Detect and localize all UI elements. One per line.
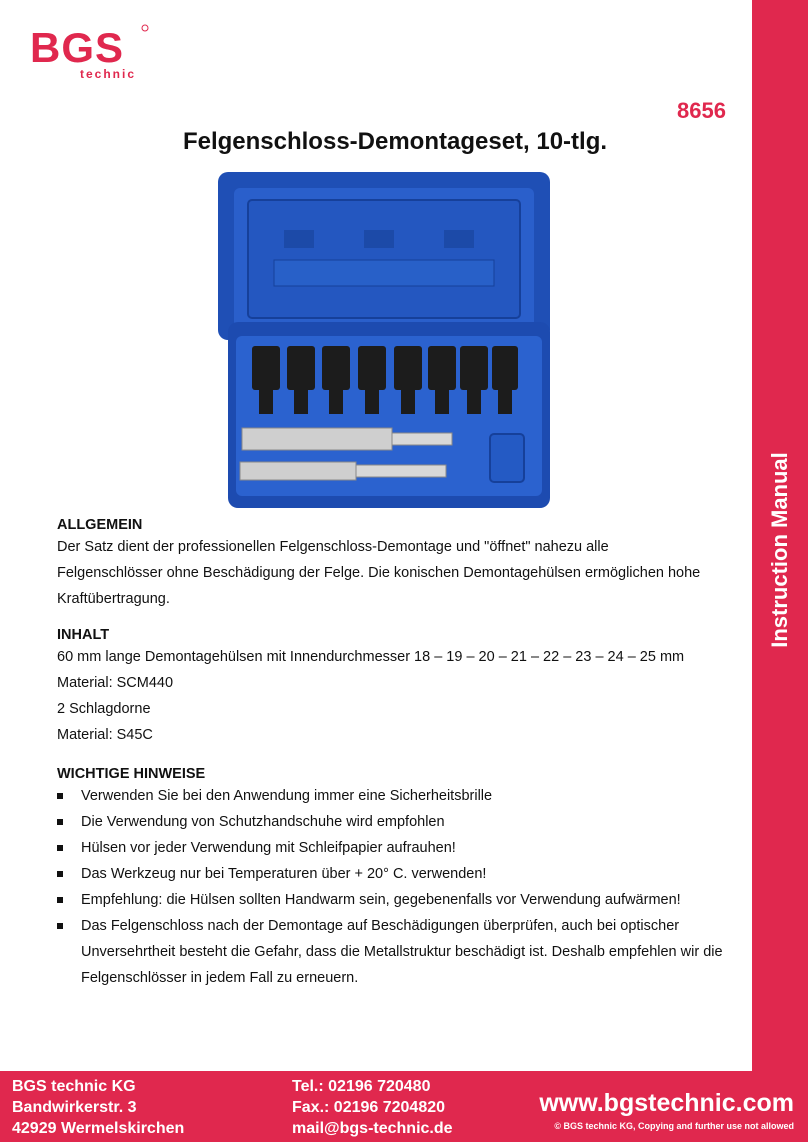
list-item-text: Das Felgenschloss nach der Demontage auf Beschädigungen überprüfen, auch bei optischer Unversehrtheit besteht die Gefahr, dass die Metallstruktur beschädigt ist. Deshalb empfehlen wir die Felgenschlösser in jedem Fall zu erneuern. (81, 918, 723, 986)
text-line: 60 mm lange Demontagehülsen mit Innendurchmesser 18 – 19 – 20 – 21 – 22 – 23 – 24 – 25 mm (57, 649, 685, 665)
list-item (57, 861, 727, 887)
bullet-icon (57, 845, 63, 851)
bullet-icon (57, 871, 63, 877)
product-photo (214, 170, 554, 510)
bullet-icon (57, 819, 63, 825)
bullet-icon (57, 923, 63, 929)
footer (0, 1071, 808, 1142)
notes-list (57, 783, 727, 991)
footer-company: BGS technic KG (12, 1078, 136, 1095)
section-heading: ALLGEMEIN (57, 517, 143, 533)
bgs-logo (28, 22, 150, 82)
list-item-text: Hülsen vor jeder Verwendung mit Schleifpapier aufrauhen! (81, 840, 456, 856)
svg-text:BGS: BGS (30, 24, 125, 71)
footer-email-link[interactable]: mail@bgs-technic.de (292, 1120, 453, 1137)
section-contents (57, 626, 727, 748)
footer-city: 42929 Wermelskirchen (12, 1120, 185, 1137)
text-line: Der Satz dient der professionellen Felgenschloss-Demontage und "öffnet" nahezu alle (57, 539, 609, 555)
list-item-text: Die Verwendung von Schutzhandschuhe wird empfohlen (81, 814, 445, 830)
page-title: Felgenschloss-Demontageset, 10-tlg. (182, 128, 608, 155)
list-item-text: Verwenden Sie bei den Anwendung immer eine Sicherheitsbrille (81, 788, 493, 804)
footer-website-link[interactable]: www.bgstechnic.com (539, 1089, 794, 1117)
text-line: Felgenschlösser ohne Beschädigung der Felge. Die konischen Demontagehülsen ermöglichen hohe (57, 565, 701, 581)
section-general (57, 516, 727, 612)
list-item-text: Das Werkzeug nur bei Temperaturen über + 20° C. verwenden! (81, 866, 487, 882)
list-item (57, 887, 727, 913)
bullet-icon (57, 897, 63, 903)
section-heading: WICHTIGE HINWEISE (57, 766, 206, 782)
text-line: Kraftübertragung. (57, 591, 170, 607)
list-item (57, 835, 727, 861)
section-heading: INHALT (57, 627, 110, 643)
text-line: Material: S45C (57, 727, 153, 743)
footer-fax: Fax.: 02196 7204820 (292, 1099, 446, 1116)
list-item (57, 783, 727, 809)
bullet-icon (57, 793, 63, 799)
list-item (57, 809, 727, 835)
text-line: Material: SCM440 (57, 675, 174, 691)
footer-copyright: © BGS technic KG, Copying and further use not allowed (554, 1121, 794, 1131)
footer-street: Bandwirkerstr. 3 (12, 1099, 137, 1116)
text-line: 2 Schlagdorne (57, 701, 151, 717)
footer-phone: Tel.: 02196 720480 (292, 1078, 431, 1095)
section-notes (57, 765, 727, 991)
article-number: 8656 (677, 98, 726, 123)
list-item (57, 913, 727, 991)
list-item-text: Empfehlung: die Hülsen sollten Handwarm sein, gegebenenfalls vor Verwendung aufwärmen! (81, 892, 681, 908)
svg-text:technic: technic (80, 67, 137, 81)
side-label: Instruction Manual (767, 452, 792, 648)
